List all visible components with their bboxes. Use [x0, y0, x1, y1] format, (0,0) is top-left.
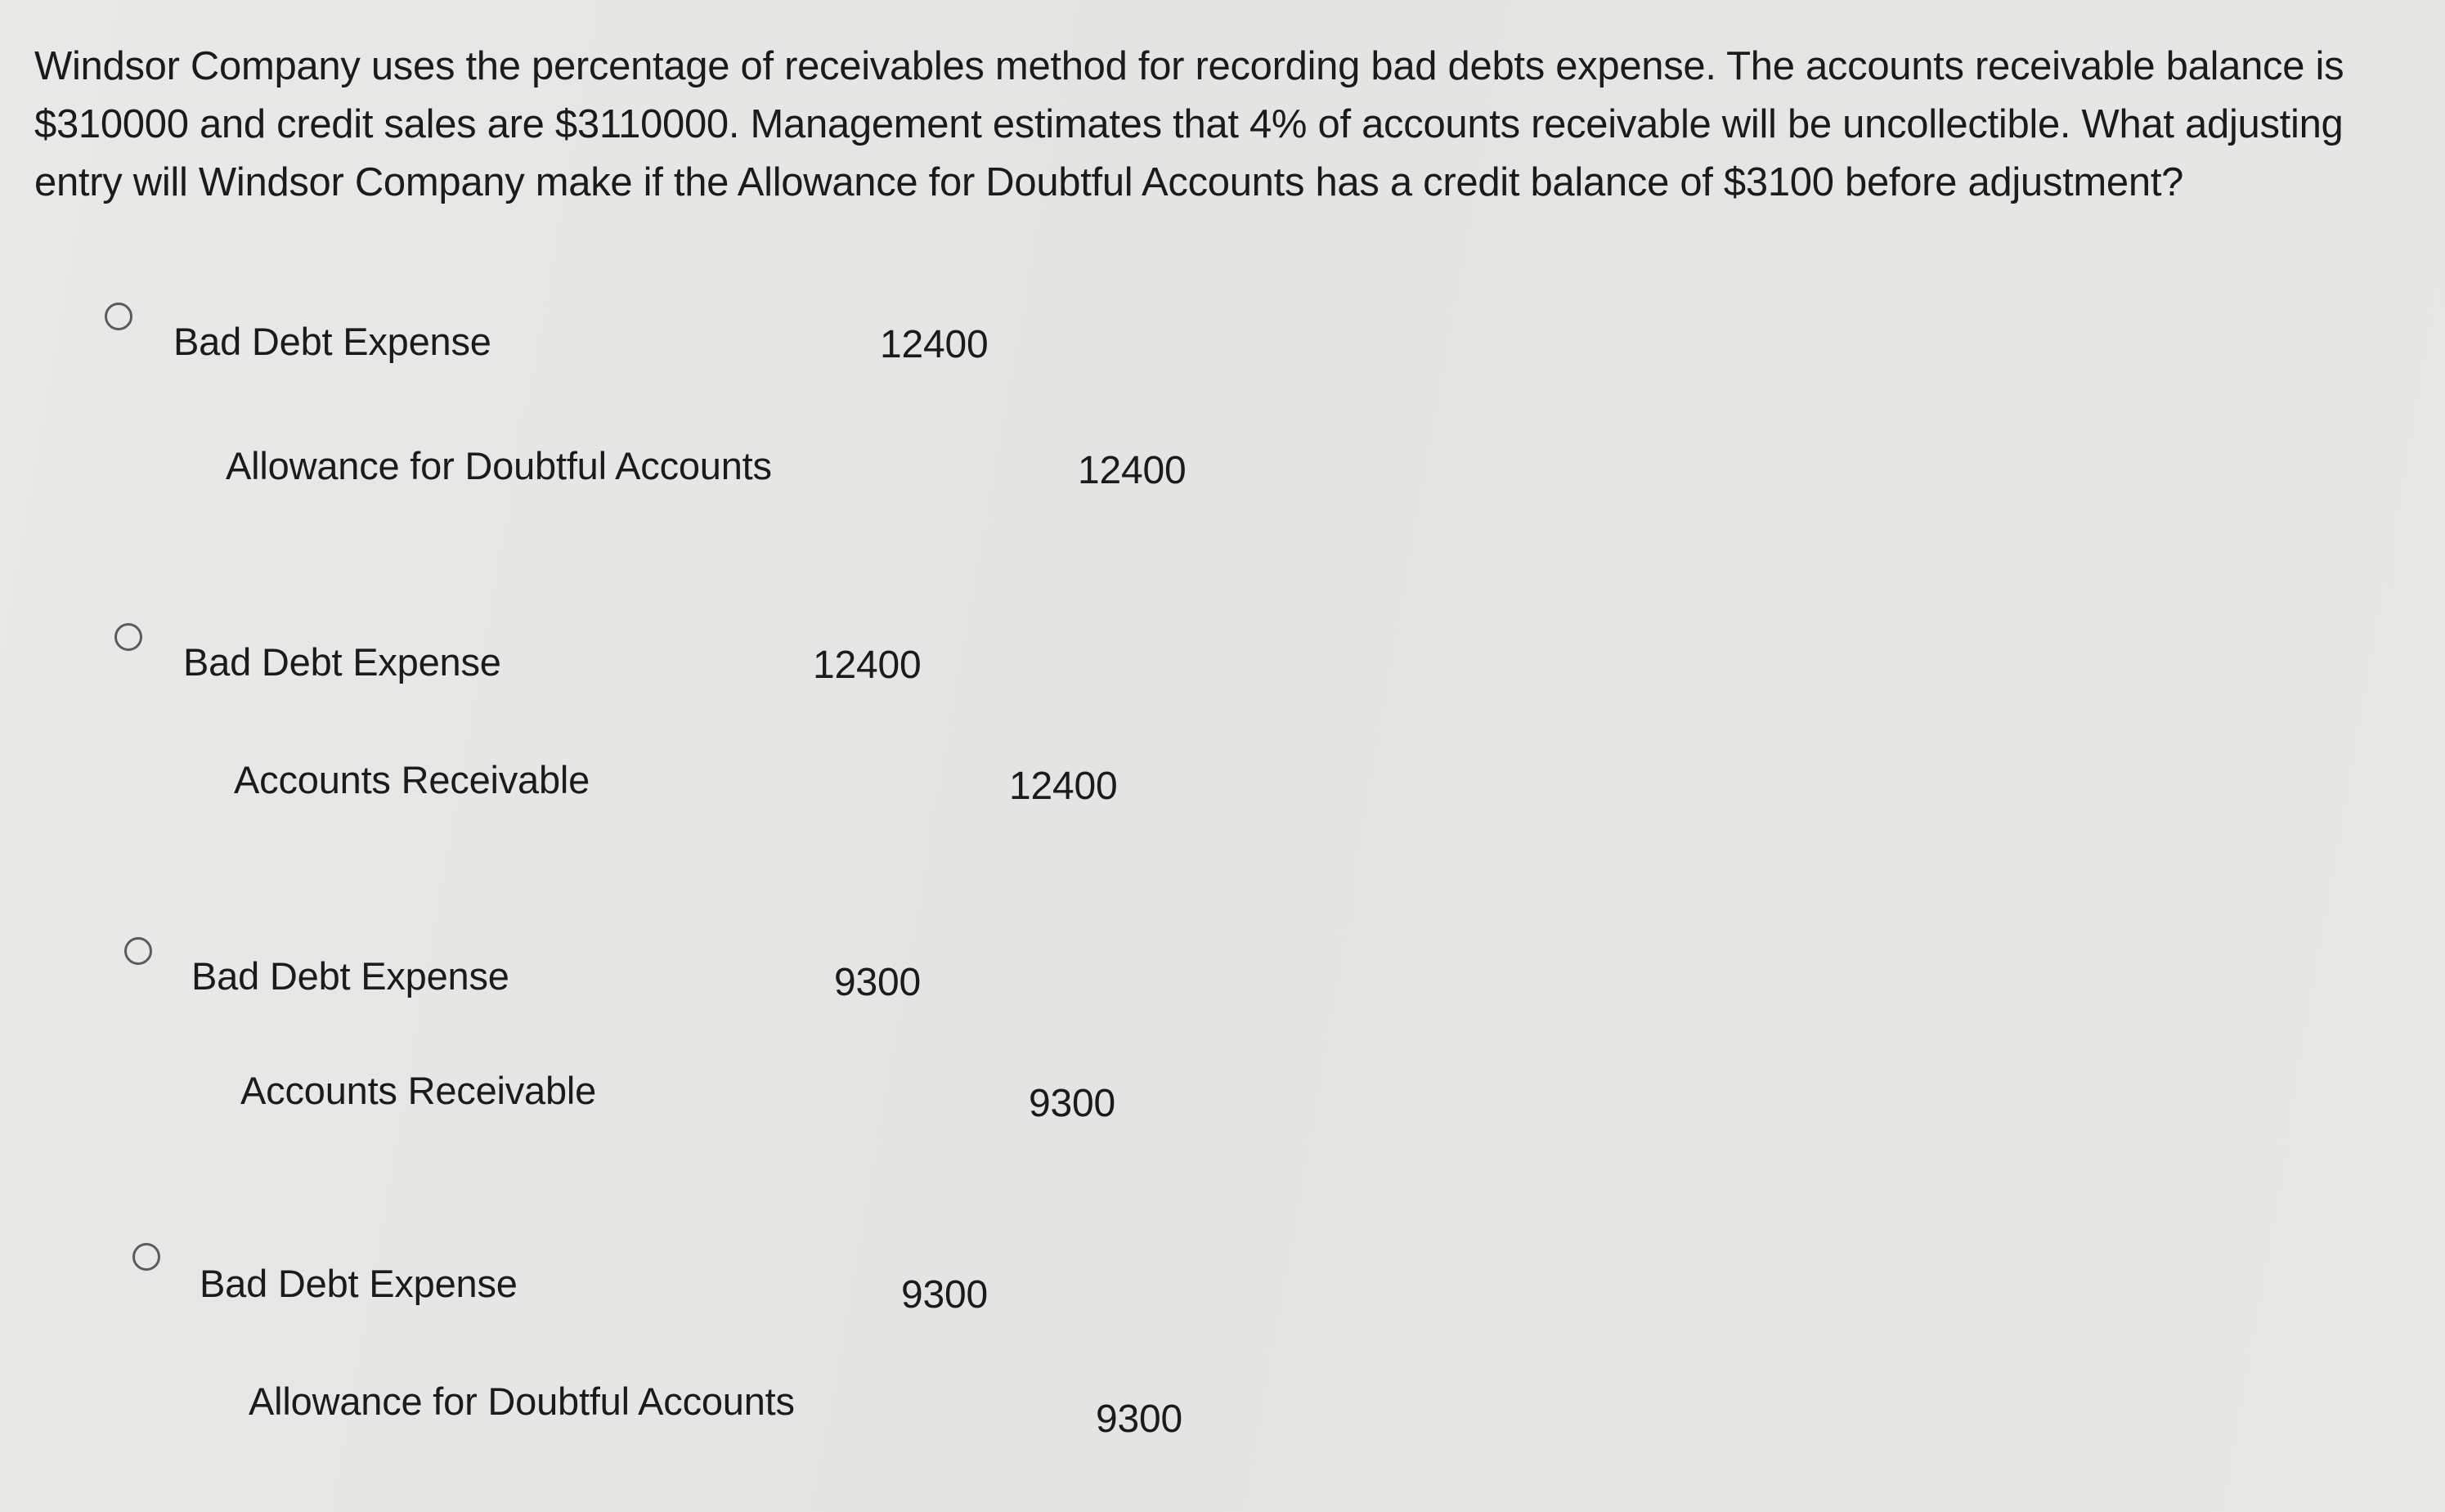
credit-account-label: Allowance for Doubtful Accounts	[249, 1380, 795, 1423]
debit-account-label: Bad Debt Expense	[191, 954, 509, 998]
debit-amount: 12400	[880, 323, 989, 366]
debit-account-label: Bad Debt Expense	[173, 320, 491, 363]
debit-amount: 12400	[813, 644, 922, 687]
debit-amount: 9300	[901, 1273, 988, 1317]
credit-account-label: Accounts Receivable	[240, 1069, 597, 1112]
credit-amount: 9300	[1096, 1398, 1182, 1441]
credit-amount: 12400	[1078, 449, 1187, 492]
radio-button-icon[interactable]	[124, 937, 152, 965]
radio-button-icon[interactable]	[114, 623, 142, 651]
credit-amount: 12400	[1009, 765, 1118, 808]
debit-account-label: Bad Debt Expense	[200, 1262, 518, 1305]
radio-button-icon[interactable]	[132, 1243, 160, 1271]
radio-button-icon[interactable]	[105, 303, 132, 330]
credit-account-label: Accounts Receivable	[234, 758, 590, 801]
question-text: Windsor Company uses the percentage of receivables method for recording bad debts expense. The accounts receivable balance is $310000 and credit sales are $3110000. Management estimates that 4% of accounts receivable will be uncollectible. What adjusting entry will Windsor Company make if the Allowance for Doubtful Accounts has a credit balance of $3100 before adjustment?	[34, 44, 2344, 204]
debit-account-label: Bad Debt Expense	[183, 640, 501, 684]
credit-account-label: Allowance for Doubtful Accounts	[226, 444, 772, 487]
debit-amount: 9300	[834, 961, 921, 1004]
credit-amount: 9300	[1029, 1082, 1115, 1125]
